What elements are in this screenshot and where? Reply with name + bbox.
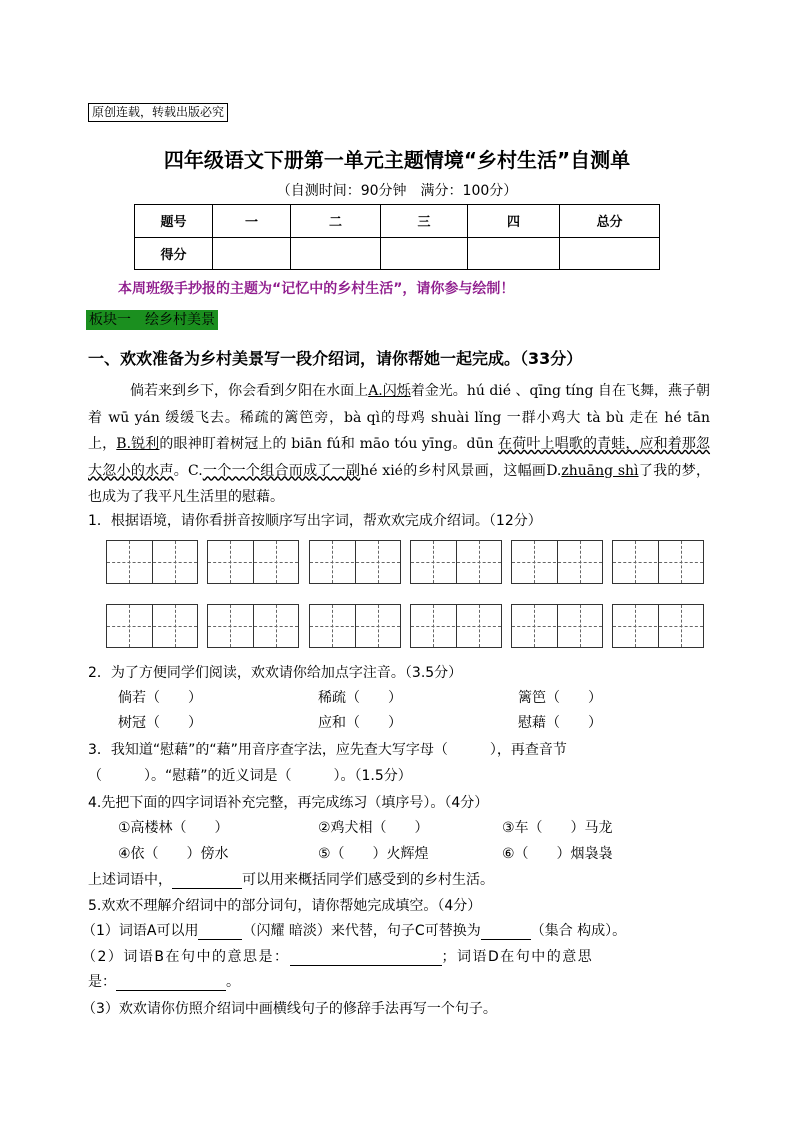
wavy-sentence: 在荷叶上唱歌的青蛙，应和着那忽大忽小的水声 bbox=[88, 436, 711, 479]
word-d: zhuāng shì bbox=[561, 462, 639, 479]
q5-text: 。 bbox=[226, 974, 240, 990]
passage-text: 。C. bbox=[173, 462, 203, 479]
score-cell[interactable] bbox=[381, 237, 468, 270]
question-5-1 bbox=[82, 920, 626, 940]
answer-blank[interactable] bbox=[481, 923, 531, 940]
score-table-row bbox=[135, 237, 660, 270]
writing-grid[interactable] bbox=[309, 540, 401, 584]
pinyin-item[interactable]: 慰藉（ ） bbox=[518, 715, 602, 731]
pinyin-item[interactable]: 树冠（ ） bbox=[118, 715, 202, 731]
answer-blank[interactable] bbox=[116, 974, 226, 991]
writing-grid[interactable] bbox=[309, 604, 401, 648]
grid-line bbox=[310, 626, 400, 627]
idiom-item[interactable]: ⑤（ ）火辉煌 bbox=[318, 846, 429, 862]
passage bbox=[88, 378, 710, 511]
grid-line bbox=[512, 626, 602, 627]
pinyin-item[interactable]: 应和（ ） bbox=[318, 715, 402, 731]
q5-text: （2）词语B在句中的意思是： bbox=[82, 949, 290, 965]
block-label: 板块一 绘乡村美景 bbox=[86, 310, 218, 330]
passage-text: 的眼神盯着树冠上的 biān fú和 māo tóu yīng。dūn bbox=[159, 436, 499, 452]
q5-text: （1）词语A可以用 bbox=[82, 923, 199, 939]
word-b: B.锐利 bbox=[116, 436, 160, 452]
q5-text: （集合 构成）。 bbox=[530, 923, 627, 939]
idiom-item[interactable]: ⑥（ ）烟袅袅 bbox=[502, 846, 613, 862]
pinyin-item[interactable]: 倘若（ ） bbox=[118, 690, 202, 706]
q5-text: 是： bbox=[88, 974, 116, 990]
question-3-line2: （ ）。“慰藉”的近义词是（ ）。（1.5分） bbox=[88, 768, 412, 784]
q4-tail-text: 可以用来概括同学们感受到的乡村生活。 bbox=[242, 872, 494, 888]
grid-line bbox=[107, 626, 197, 627]
question-5-2 bbox=[82, 946, 593, 966]
score-cell[interactable] bbox=[560, 237, 660, 270]
idiom-item[interactable]: ②鸡犬相（ ） bbox=[318, 820, 429, 836]
score-cell[interactable] bbox=[291, 237, 381, 270]
question-3-line1: 3．我知道“慰藉”的“藉”用音序查字法，应先查大写字母（ ），再查音节 bbox=[88, 742, 567, 758]
score-row-label: 得分 bbox=[135, 237, 213, 270]
score-table bbox=[134, 204, 660, 270]
question-2: 2．为了方便同学们阅读，欢欢请你给加点字注音。（3.5分） bbox=[88, 665, 463, 681]
q4-tail-text: 上述词语中， bbox=[88, 872, 172, 888]
writing-grid[interactable] bbox=[612, 540, 704, 584]
writing-grid[interactable] bbox=[511, 540, 603, 584]
writing-grid[interactable] bbox=[612, 604, 704, 648]
sentence-c: 一个一个组合而成了一副 bbox=[202, 462, 361, 479]
copyright-notice: 原创连载，转载出版必究 bbox=[88, 103, 228, 122]
score-cell[interactable] bbox=[468, 237, 560, 270]
answer-blank[interactable] bbox=[198, 923, 242, 940]
passage-text: 了我的梦，也成为了我平凡生活里的慰藉。 bbox=[88, 462, 711, 505]
passage-text: hé xié的乡村风景画，这幅画D. bbox=[360, 462, 562, 479]
question-1: 1．根据语境，请你看拼音按顺序写出字词，帮欢欢完成介绍词。（12分） bbox=[88, 513, 542, 529]
writing-grid[interactable] bbox=[207, 540, 299, 584]
question-5-2-cont bbox=[88, 971, 240, 991]
grid-line bbox=[613, 626, 703, 627]
score-header-cell: 二 bbox=[291, 205, 381, 238]
score-header-cell: 一 bbox=[213, 205, 291, 238]
grid-line bbox=[107, 562, 197, 563]
page-subtitle: （自测时间：90分钟 满分：100分） bbox=[276, 183, 518, 199]
grid-line bbox=[310, 562, 400, 563]
score-header-cell: 四 bbox=[468, 205, 560, 238]
pinyin-item[interactable]: 稀疏（ ） bbox=[318, 690, 402, 706]
q5-text: ；词语D在句中的意思 bbox=[441, 949, 594, 965]
score-header-cell: 总分 bbox=[560, 205, 660, 238]
grid-line bbox=[613, 562, 703, 563]
page-title: 四年级语文下册第一单元主题情境“乡村生活”自测单 bbox=[163, 148, 631, 172]
grid-line bbox=[208, 562, 298, 563]
grid-line bbox=[411, 626, 501, 627]
answer-blank[interactable] bbox=[290, 949, 442, 966]
question-4: 4.先把下面的四字词语补充完整，再完成练习（填序号）。（4分） bbox=[88, 795, 489, 811]
word-a: A.闪烁 bbox=[368, 383, 411, 399]
question-5: 5.欢欢不理解介绍词中的部分词句，请你帮她完成填空。（4分） bbox=[88, 898, 482, 914]
idiom-item[interactable]: ①高楼林（ ） bbox=[118, 820, 229, 836]
idiom-item[interactable]: ③车（ ）马龙 bbox=[502, 820, 613, 836]
answer-blank[interactable] bbox=[172, 872, 242, 889]
writing-grid[interactable] bbox=[106, 604, 198, 648]
question-5-3: （3）欢欢请你仿照介绍词中画横线句子的修辞手法再写一个句子。 bbox=[82, 1001, 497, 1017]
grid-line bbox=[512, 562, 602, 563]
score-header-cell: 三 bbox=[381, 205, 468, 238]
pinyin-item[interactable]: 篱笆（ ） bbox=[518, 690, 602, 706]
score-cell[interactable] bbox=[213, 237, 291, 270]
grid-line bbox=[208, 626, 298, 627]
writing-grid[interactable] bbox=[106, 540, 198, 584]
score-header-cell: 题号 bbox=[135, 205, 213, 238]
writing-grid[interactable] bbox=[207, 604, 299, 648]
passage-text: 倘若来到乡下，你会看到夕阳在水面上 bbox=[130, 383, 369, 399]
intro-note: 本周班级手抄报的主题为“记忆中的乡村生活”，请你参与绘制！ bbox=[118, 281, 515, 297]
q5-text: （闪耀 暗淡）来代替，句子C可替换为 bbox=[242, 923, 481, 939]
idiom-item[interactable]: ④依（ ）傍水 bbox=[118, 846, 229, 862]
score-table-header-row bbox=[135, 205, 660, 238]
section-heading: 一、欢欢准备为乡村美景写一段介绍词，请你帮她一起完成。（33分） bbox=[88, 349, 583, 368]
writing-grid[interactable] bbox=[410, 540, 502, 584]
question-4-tail bbox=[88, 869, 494, 889]
passage-text: 着金光。hú dié 、qīng tíng 自在飞舞，燕子朝着 wū yán 缓缓飞去。稀疏的篱笆旁，bà qì的母鸡 shuài lǐng 一群小鸡大 tà bù 走在 hé tān 上， bbox=[88, 383, 711, 452]
writing-grid[interactable] bbox=[410, 604, 502, 648]
writing-grid[interactable] bbox=[511, 604, 603, 648]
grid-line bbox=[411, 562, 501, 563]
